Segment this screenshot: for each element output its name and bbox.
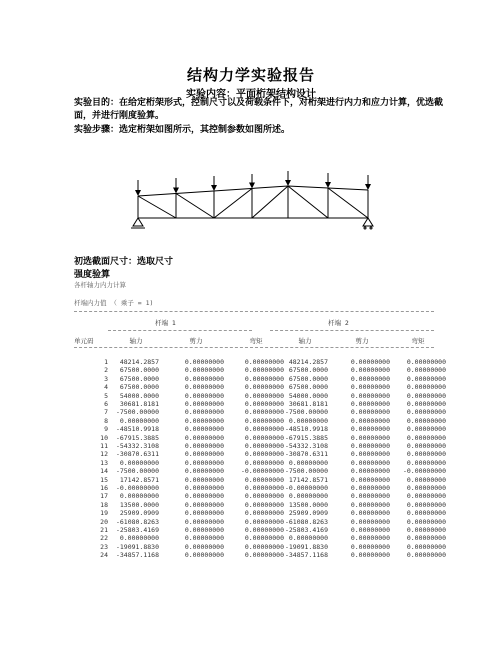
element-number: 15 [100,475,108,484]
cell-value: 0.00000000 [406,509,446,518]
cell-value: 17142.8571 [288,475,328,484]
report-subtitle: 实验内容：平面桁架结构设计 [186,89,316,100]
cell-value: -54332.3108 [115,442,159,450]
cell-value: 30681.8181 [288,400,328,408]
cell-value: 17142.8571 [119,475,159,484]
element-number: 13 [100,458,108,467]
element-number: 16 [100,484,108,492]
cell-value: -7500.00000 [115,408,159,417]
cell-value: 0.00000000 [406,374,446,383]
cell-value: 0.00000000 [119,458,159,467]
cell-value: 0.00000000 [350,408,390,417]
cell-value: 0.00000000 [184,500,224,509]
group-label-end1: 杆端 1 [155,319,176,327]
cell-value: 0.00000000 [184,450,224,459]
cell-value: 0.00000000 [406,534,446,543]
cell-value: 0.00000000 [184,517,224,526]
cell-value: 0.00000000 [350,475,390,484]
cell-value: 0.00000000 [406,433,446,442]
table-caption: 杆端内力值 （ 乘子 = 1) [74,299,154,307]
cell-value: -25803.4169 [284,526,328,534]
cell-value: -19091.8830 [115,542,159,551]
cell-value: 0.00000000 [184,534,224,543]
element-number: 12 [100,450,108,459]
cell-value: 13500.0000 [119,500,159,509]
cell-value: 0.00000000 [244,551,284,560]
cell-value: 0.00000000 [350,374,390,383]
cell-value: 0.00000000 [184,458,224,467]
cell-value: -34857.1168 [284,551,328,560]
cell-value: 0.00000000 [406,408,446,417]
cell-value: 0.00000000 [244,358,284,366]
header-element: 单元码 [74,337,94,345]
cell-value: 0.00000000 [350,492,390,501]
cell-value: 0.00000000 [184,408,224,417]
cell-value: 54000.0000 [119,391,159,400]
cell-value: 0.00000000 [406,500,446,509]
cell-value: 0.00000000 [184,366,224,375]
cell-value: 0.00000000 [406,366,446,375]
cell-value: -67915.3885 [284,433,328,442]
cell-value: 0.00000000 [288,534,328,543]
header-axial-1: 轴力 [129,337,143,345]
table-header-row [74,336,434,345]
header-shear-1: 剪力 [189,337,203,345]
cell-value: 0.00000000 [406,383,446,392]
element-number: 23 [100,542,108,551]
cell-value: -67915.3885 [115,433,159,442]
cell-value: 0.00000000 [406,492,446,501]
element-number: 7 [104,408,108,417]
cell-value: 0.00000000 [244,433,284,442]
cell-value: 0.00000000 [244,526,284,534]
group-rule-2 [270,330,434,331]
table-rule-header [74,347,434,348]
element-number: 8 [104,416,108,425]
cell-value: 0.00000000 [406,484,446,492]
cell-value: 0.00000000 [406,475,446,484]
element-number: 11 [100,442,108,450]
element-number: 6 [104,400,108,408]
table-row [74,551,446,560]
cell-value: 0.00000000 [350,500,390,509]
cell-value: 0.00000000 [244,408,284,417]
cell-value: 0.00000000 [184,374,224,383]
steps-paragraph: 实验步骤：选定桁架如图所示，其控制参数如图所述。 [74,125,291,135]
cell-value: 0.00000000 [184,475,224,484]
cell-value: -30870.6311 [115,450,159,459]
group-label-end2: 杆端 2 [328,319,349,327]
cell-value: 0.00000000 [184,425,224,434]
cell-value: 0.00000000 [184,467,224,476]
cell-value: -34857.1168 [115,551,159,560]
cell-value: 0.00000000 [184,509,224,518]
element-number: 5 [104,391,108,400]
cell-value: 0.00000000 [350,366,390,375]
cell-value: 0.00000000 [244,383,284,392]
element-number: 20 [100,517,108,526]
cell-value: 0.00000000 [406,425,446,434]
header-axial-2: 轴力 [298,337,312,345]
element-number: 18 [100,500,108,509]
cell-value: 0.00000000 [406,517,446,526]
cell-value: 0.00000000 [350,467,390,476]
cell-value: 0.00000000 [119,416,159,425]
cell-value: 0.00000000 [244,542,284,551]
cell-value: 0.00000000 [244,374,284,383]
cell-value: -0.00000000 [240,467,284,476]
cell-value: 67500.0000 [119,366,159,375]
cell-value: -61080.8263 [115,517,159,526]
cell-value: -25803.4169 [115,526,159,534]
element-number: 2 [104,366,108,375]
header-shear-2: 剪力 [355,337,369,345]
cell-value: -19091.8830 [284,542,328,551]
element-number: 24 [100,551,108,560]
cell-value: 0.00000000 [244,450,284,459]
cell-value: 0.00000000 [288,458,328,467]
cell-value: 0.00000000 [350,526,390,534]
report-title: 结构力学实验报告 [186,66,315,84]
cell-value: -7500.00000 [284,408,328,417]
group-rule-1 [108,330,252,331]
cell-value: 0.00000000 [350,416,390,425]
cell-value: 0.00000000 [406,391,446,400]
cell-value: 0.00000000 [406,442,446,450]
cell-value: 0.00000000 [184,358,224,366]
cell-value: -0.00000000 [115,484,159,492]
cell-value: 0.00000000 [406,526,446,534]
section-initial-size: 初选截面尺寸：选取尺寸 [74,257,174,267]
element-number: 22 [100,534,108,543]
cell-value: -61080.8263 [284,517,328,526]
cell-value: 0.00000000 [406,400,446,408]
header-moment-2: 弯矩 [411,337,425,345]
cell-value: 0.00000000 [119,534,159,543]
cell-value: 0.00000000 [244,500,284,509]
cell-value: 0.00000000 [406,551,446,560]
cell-value: -0.00000000 [284,484,328,492]
cell-value: 0.00000000 [244,492,284,501]
cell-value: 0.00000000 [184,400,224,408]
cell-value: 0.00000000 [119,492,159,501]
cell-value: 0.00000000 [350,433,390,442]
calc-note: 各杆轴力内力计算 [74,281,126,289]
cell-value: 0.00000000 [350,484,390,492]
cell-value: 0.00000000 [244,509,284,518]
cell-value: 0.00000000 [184,542,224,551]
cell-value: 0.00000000 [244,391,284,400]
cell-value: 0.00000000 [350,534,390,543]
cell-value: 0.00000000 [288,416,328,425]
cell-value: 0.00000000 [350,551,390,560]
header-moment-1: 弯矩 [249,337,263,345]
cell-value: 13500.0000 [288,500,328,509]
cell-value: 0.00000000 [350,425,390,434]
element-number: 9 [104,425,108,434]
cell-value: 0.00000000 [184,433,224,442]
cell-value: -0.00000000 [402,467,446,476]
cell-value: 0.00000000 [244,416,284,425]
cell-value: 48214.2857 [288,358,328,366]
cell-value: 0.00000000 [244,442,284,450]
cell-value: 0.00000000 [244,534,284,543]
cell-value: 0.00000000 [350,509,390,518]
cell-value: 0.00000000 [350,542,390,551]
cell-value: 0.00000000 [406,542,446,551]
cell-value: 67500.0000 [288,374,328,383]
cell-value: 30681.8181 [119,400,159,408]
cell-value: 0.00000000 [244,484,284,492]
cell-value: 0.00000000 [288,492,328,501]
section-strength-check: 强度验算 [74,270,111,280]
element-number: 1 [104,358,108,366]
cell-value: 0.00000000 [184,484,224,492]
purpose-paragraph: 实验目的：在给定桁架形式，控制尺寸以及荷载条件下，对桁架进行内力和应力计算，优选截面，并进行刚度验算。 [74,98,444,121]
cell-value: 0.00000000 [184,416,224,425]
cell-value: 0.00000000 [350,442,390,450]
element-number: 10 [100,433,108,442]
cell-value: 0.00000000 [244,475,284,484]
cell-value: 0.00000000 [350,391,390,400]
cell-value: 0.00000000 [350,358,390,366]
cell-value: 0.00000000 [350,517,390,526]
cell-value: 0.00000000 [244,517,284,526]
cell-value: 67500.0000 [288,366,328,375]
table-rule-top [74,311,434,312]
cell-value: 0.00000000 [350,400,390,408]
cell-value: 0.00000000 [184,551,224,560]
cell-value: 0.00000000 [406,416,446,425]
cell-value: -54332.3108 [284,442,328,450]
cell-value: -30870.6311 [284,450,328,459]
element-number: 19 [100,509,108,518]
element-number: 17 [100,492,108,501]
cell-value: 54000.0000 [288,391,328,400]
truss-diagram [128,168,378,230]
cell-value: 0.00000000 [406,458,446,467]
cell-value: 0.00000000 [350,450,390,459]
cell-value: 0.00000000 [406,358,446,366]
cell-value: 0.00000000 [184,442,224,450]
cell-value: 0.00000000 [244,366,284,375]
cell-value: 67500.0000 [119,374,159,383]
cell-value: 0.00000000 [244,458,284,467]
cell-value: -48510.9918 [284,425,328,434]
element-number: 4 [104,383,108,392]
cell-value: 0.00000000 [244,400,284,408]
element-number: 21 [100,526,108,534]
cell-value: -7500.00000 [284,467,328,476]
cell-value: 0.00000000 [350,383,390,392]
cell-value: 0.00000000 [350,458,390,467]
cell-value: 25909.0909 [119,509,159,518]
cell-value: -7500.00000 [115,467,159,476]
cell-value: 0.00000000 [184,526,224,534]
cell-value: 0.00000000 [406,450,446,459]
cell-value: 67500.0000 [119,383,159,392]
cell-value: 48214.2857 [119,358,159,366]
cell-value: 0.00000000 [184,383,224,392]
cell-value: 0.00000000 [184,492,224,501]
cell-value: 25909.0909 [288,509,328,518]
cell-value: 0.00000000 [244,425,284,434]
element-number: 14 [100,467,108,476]
cell-value: 67500.0000 [288,383,328,392]
cell-value: -48510.9918 [115,425,159,434]
cell-value: 0.00000000 [184,391,224,400]
element-number: 3 [104,374,108,383]
